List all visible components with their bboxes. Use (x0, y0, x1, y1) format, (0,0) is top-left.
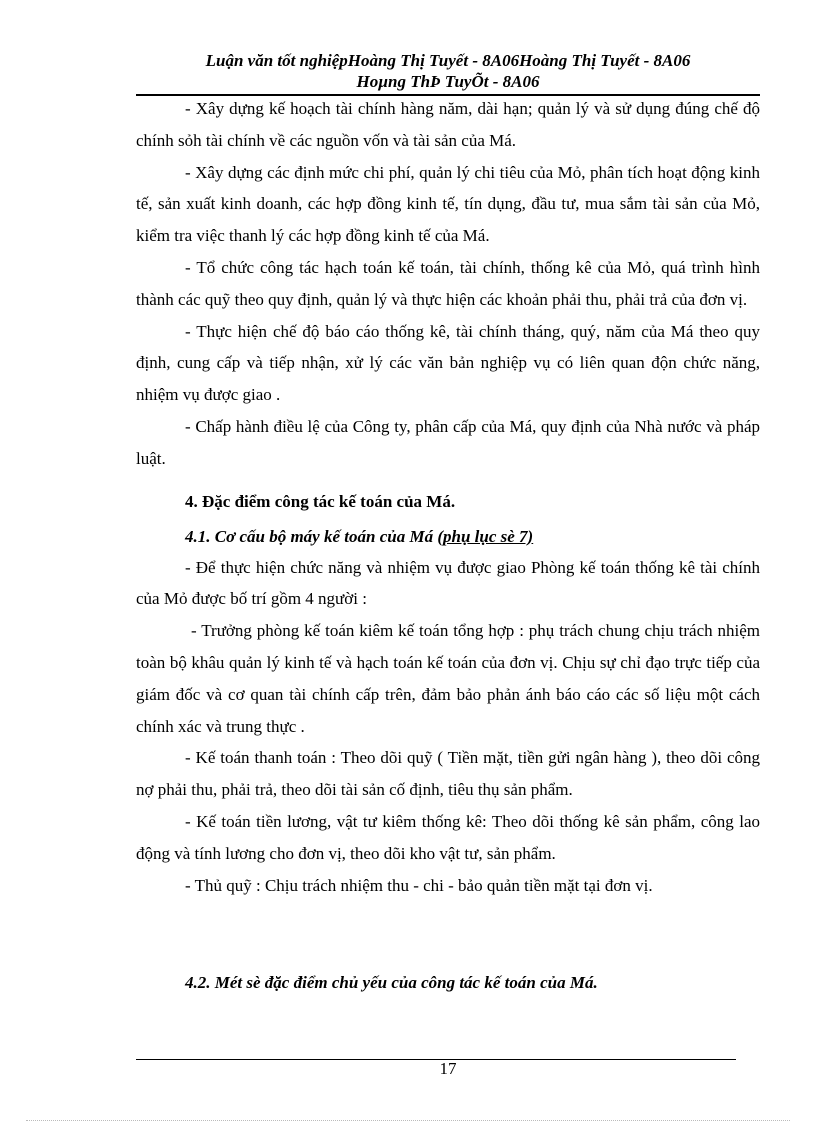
section-heading-4-2: 4.2. Mét sè đặc điểm chủ yếu của công tác kế toán của Má. (185, 973, 598, 992)
paragraph: - Kế toán tiền lương, vật tư kiêm thống kê: Theo dõi thống kê sản phẩm, công lao động và tính lương cho đơn vị, theo dõi kho vật tư, sản phẩm. (136, 811, 760, 863)
paragraph: - Xây dựng kế hoạch tài chính hàng năm, dài hạn; quản lý và sử dụng đúng chế độ chính sỏh tài chính về các nguồn vốn và tài sản của Má. (136, 99, 760, 150)
heading-4-1-text: 4.1. Cơ cấu bộ máy kế toán của Má (185, 526, 438, 546)
paragraph: - Xây dựng các định mức chi phí, quản lý chi tiêu của Mỏ, phân tích hoạt động kinh tế, sản xuất kinh doanh, các hợp đồng kinh tế, tín dụng, đầu tư, mua sắm tài sản của Mỏ, kiểm tra việc thanh lý các hợp đồng kinh tế của Má. (136, 162, 760, 246)
paragraph: - Thực hiện chế độ báo cáo thống kê, tài chính tháng, quý, năm của Má theo quy định, cung cấp và tiếp nhận, xử lý các văn bản nghiệp vụ có liên quan độn chức năng, nhiệm vụ được giao . (136, 321, 760, 405)
paragraph: - Kế toán thanh toán : Theo dõi quỹ ( Tiền mặt, tiền gửi ngân hàng ), theo dõi công nợ phải thu, phải trả, theo dõi tài sản cố định, tiêu thụ sản phẩm. (136, 748, 760, 800)
header-line-1: Luận văn tốt nghiệpHoàng Thị Tuyết - 8A06Hoàng Thị Tuyết - 8A06 (205, 51, 691, 70)
paragraph: - Thủ quỹ : Chịu trách nhiệm thu - chi - bảo quản tiền mặt tại đơn vị. (185, 875, 653, 895)
page-number: 17 (439, 1059, 457, 1078)
paragraph: - Trưởng phòng kế toán kiêm kế toán tổng hợp : phụ trách chung chịu trách nhiệm toàn bộ khâu quản lý kinh tế và hạch toán kế toán của đơn vị. Chịu sự chỉ đạo trực tiếp của giám đốc và cơ quan tài chính cấp trên, đảm bảo phản ánh báo cáo các số liệu một cách chính xác và trung thực . (136, 621, 760, 736)
paragraph: - Chấp hành điều lệ của Công ty, phân cấp của Má, quy định của Nhà nước và pháp luật. (136, 416, 760, 468)
page-header (136, 50, 760, 92)
section-heading-4-1 (136, 521, 760, 552)
appendix-link[interactable]: (phụ lục sè 7) (437, 526, 534, 546)
paragraph: - Tổ chức công tác hạch toán kế toán, tài chính, thống kê của Mỏ, quá trình hình thành các quỹ theo quy định, quản lý và thực hiện các khoản phải thu, phải trả của đơn vị. (136, 257, 760, 309)
paragraph: - Để thực hiện chức năng và nhiệm vụ được giao Phòng kế toán thống kê tài chính của Mỏ được bố trí gồm 4 người : (136, 557, 760, 609)
section-heading-4: 4. Đặc điểm công tác kế toán của Má. (185, 491, 456, 511)
header-line-2: Hoµng ThÞ TuyÕt - 8A06 (356, 72, 540, 91)
page-edge-divider (26, 1120, 790, 1121)
document-body (136, 93, 760, 901)
